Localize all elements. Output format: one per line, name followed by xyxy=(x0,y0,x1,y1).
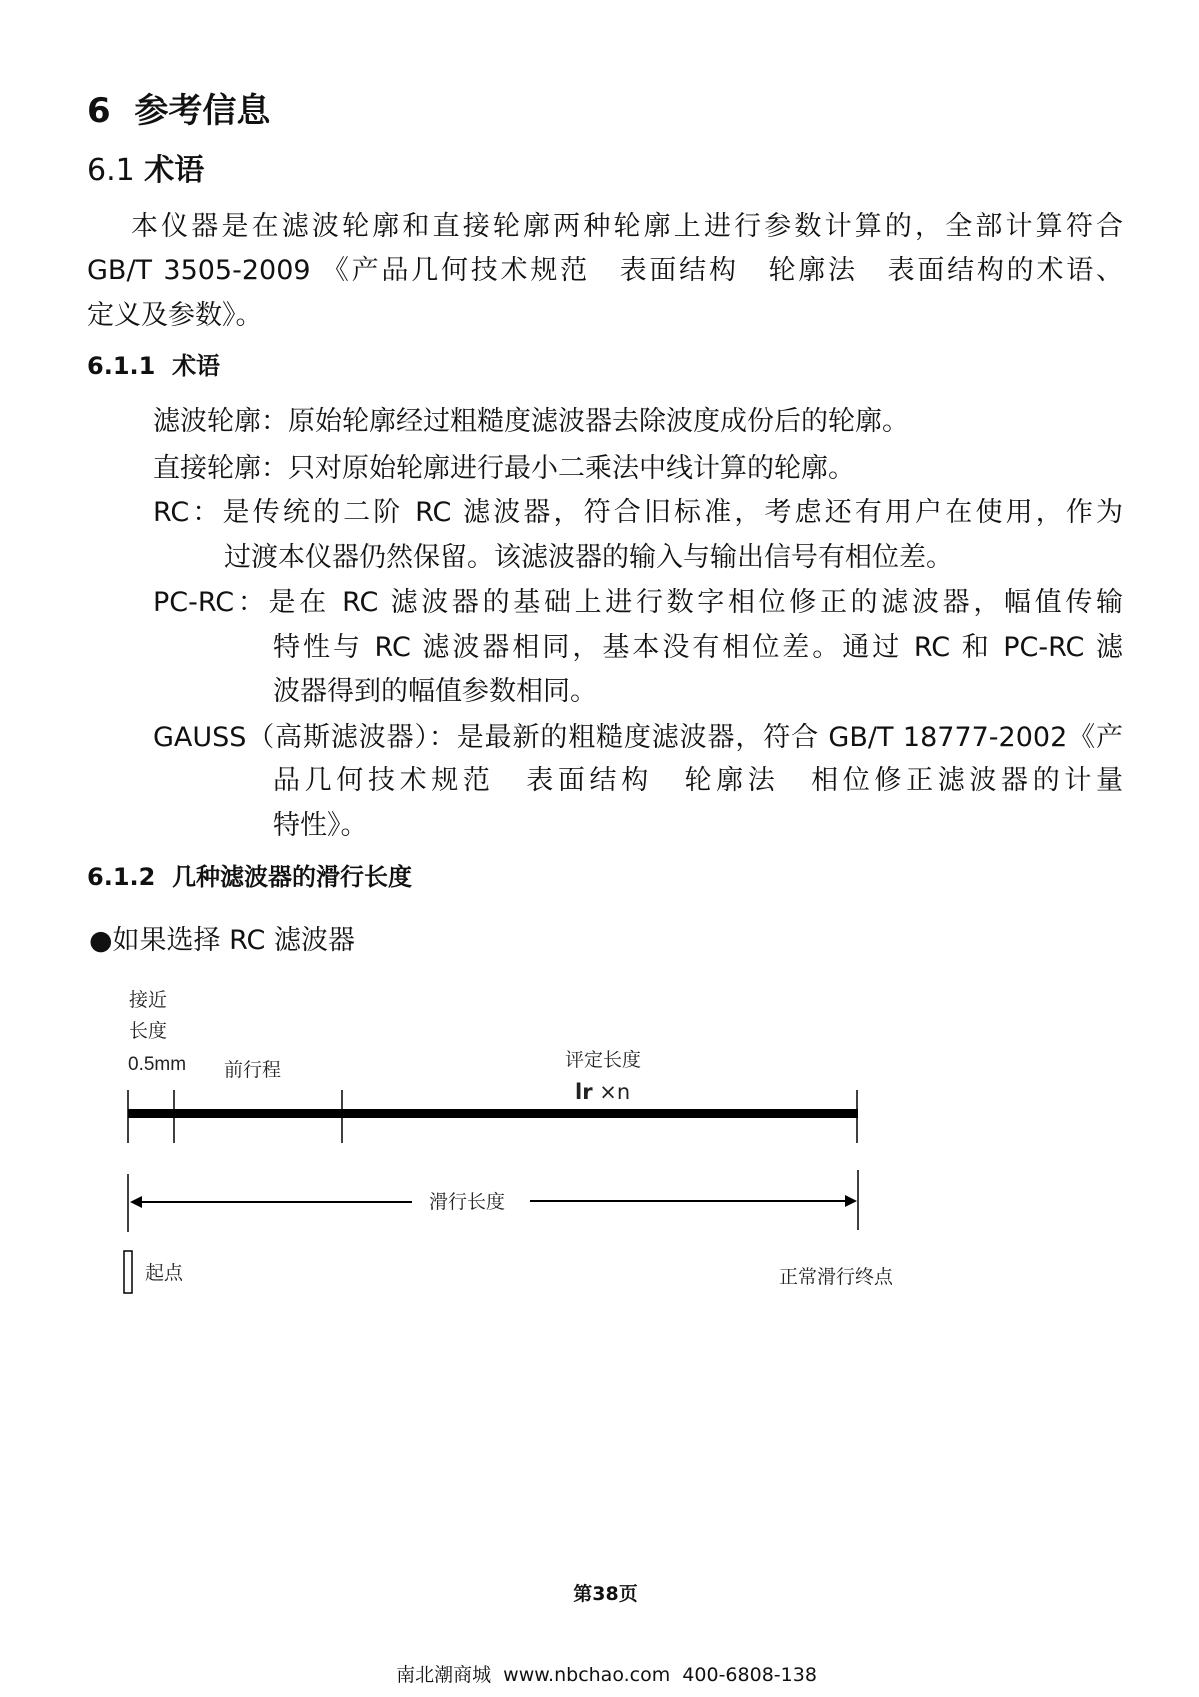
term-pcrc-cont-2: 波器得到的幅值参数相同。 xyxy=(273,676,597,707)
approach-label-2: 长度 xyxy=(129,1020,168,1042)
pretravel-label: 前行程 xyxy=(224,1059,282,1081)
approach-label-1: 接近 xyxy=(129,989,168,1011)
measurement-bar xyxy=(128,1109,858,1118)
footer-site: 南北潮商城 www.nbchao.com 400-6808-138 xyxy=(396,1664,817,1686)
eval-length-formula: lr ×n xyxy=(575,1080,631,1104)
section-heading: 6 参考信息 xyxy=(87,91,271,131)
intro-line-1: 本仪器是在滤波轮廓和直接轮廓两种轮廓上进行参数计算的，全部计算符合 xyxy=(131,211,1123,242)
subsubsection-heading-612: 6.1.2 几种滤波器的滑行长度 xyxy=(87,863,413,891)
term-rc: RC：是传统的二阶 RC 滤波器，符合旧标准，考虑还有用户在使用，作为 xyxy=(153,497,1123,528)
term-gauss: GAUSS（高斯滤波器）：是最新的粗糙度滤波器，符合 GB/T 18777-2002《产 xyxy=(153,722,1123,753)
term-gauss-cont-1: 品几何技术规范 表面结构 轮廓法 相位修正滤波器的计量 xyxy=(273,765,1123,796)
end-label: 正常滑行终点 xyxy=(779,1266,894,1288)
start-marker xyxy=(124,1251,132,1293)
start-label: 起点 xyxy=(145,1262,184,1284)
term-rc-cont: 过渡本仪器仍然保留。该滤波器的输入与输出信号有相位差。 xyxy=(224,542,953,573)
subsubsection-heading-611: 6.1.1 术语 xyxy=(87,352,221,380)
page-number: 第38页 xyxy=(573,1583,638,1605)
eval-length-label: 评定长度 xyxy=(565,1049,642,1071)
term-filtered-profile: 滤波轮廓：原始轮廓经过粗糙度滤波器去除波度成份后的轮廓。 xyxy=(153,406,909,437)
intro-line-2: GB/T 3505-2009 《产品几何技术规范 表面结构 轮廓法 表面结构的术语、 xyxy=(87,255,1123,286)
term-gauss-cont-2: 特性》。 xyxy=(273,810,368,841)
bullet-rc-filter: ●如果选择 RC 滤波器 xyxy=(89,925,355,956)
term-pcrc: PC-RC：是在 RC 滤波器的基础上进行数字相位修正的滤波器，幅值传输 xyxy=(153,587,1123,618)
term-direct-profile: 直接轮廓：只对原始轮廓进行最小二乘法中线计算的轮廓。 xyxy=(153,453,855,484)
term-pcrc-cont-1: 特性与 RC 滤波器相同，基本没有相位差。通过 RC 和 PC-RC 滤 xyxy=(273,632,1123,663)
approach-value: 0.5mm xyxy=(128,1054,187,1075)
arrow-left-head xyxy=(130,1196,142,1208)
arrow-right-head xyxy=(845,1195,857,1207)
intro-line-3: 定义及参数》。 xyxy=(87,300,263,331)
travel-length-label: 滑行长度 xyxy=(429,1191,506,1213)
subsection-heading: 6.1 术语 xyxy=(87,153,205,188)
